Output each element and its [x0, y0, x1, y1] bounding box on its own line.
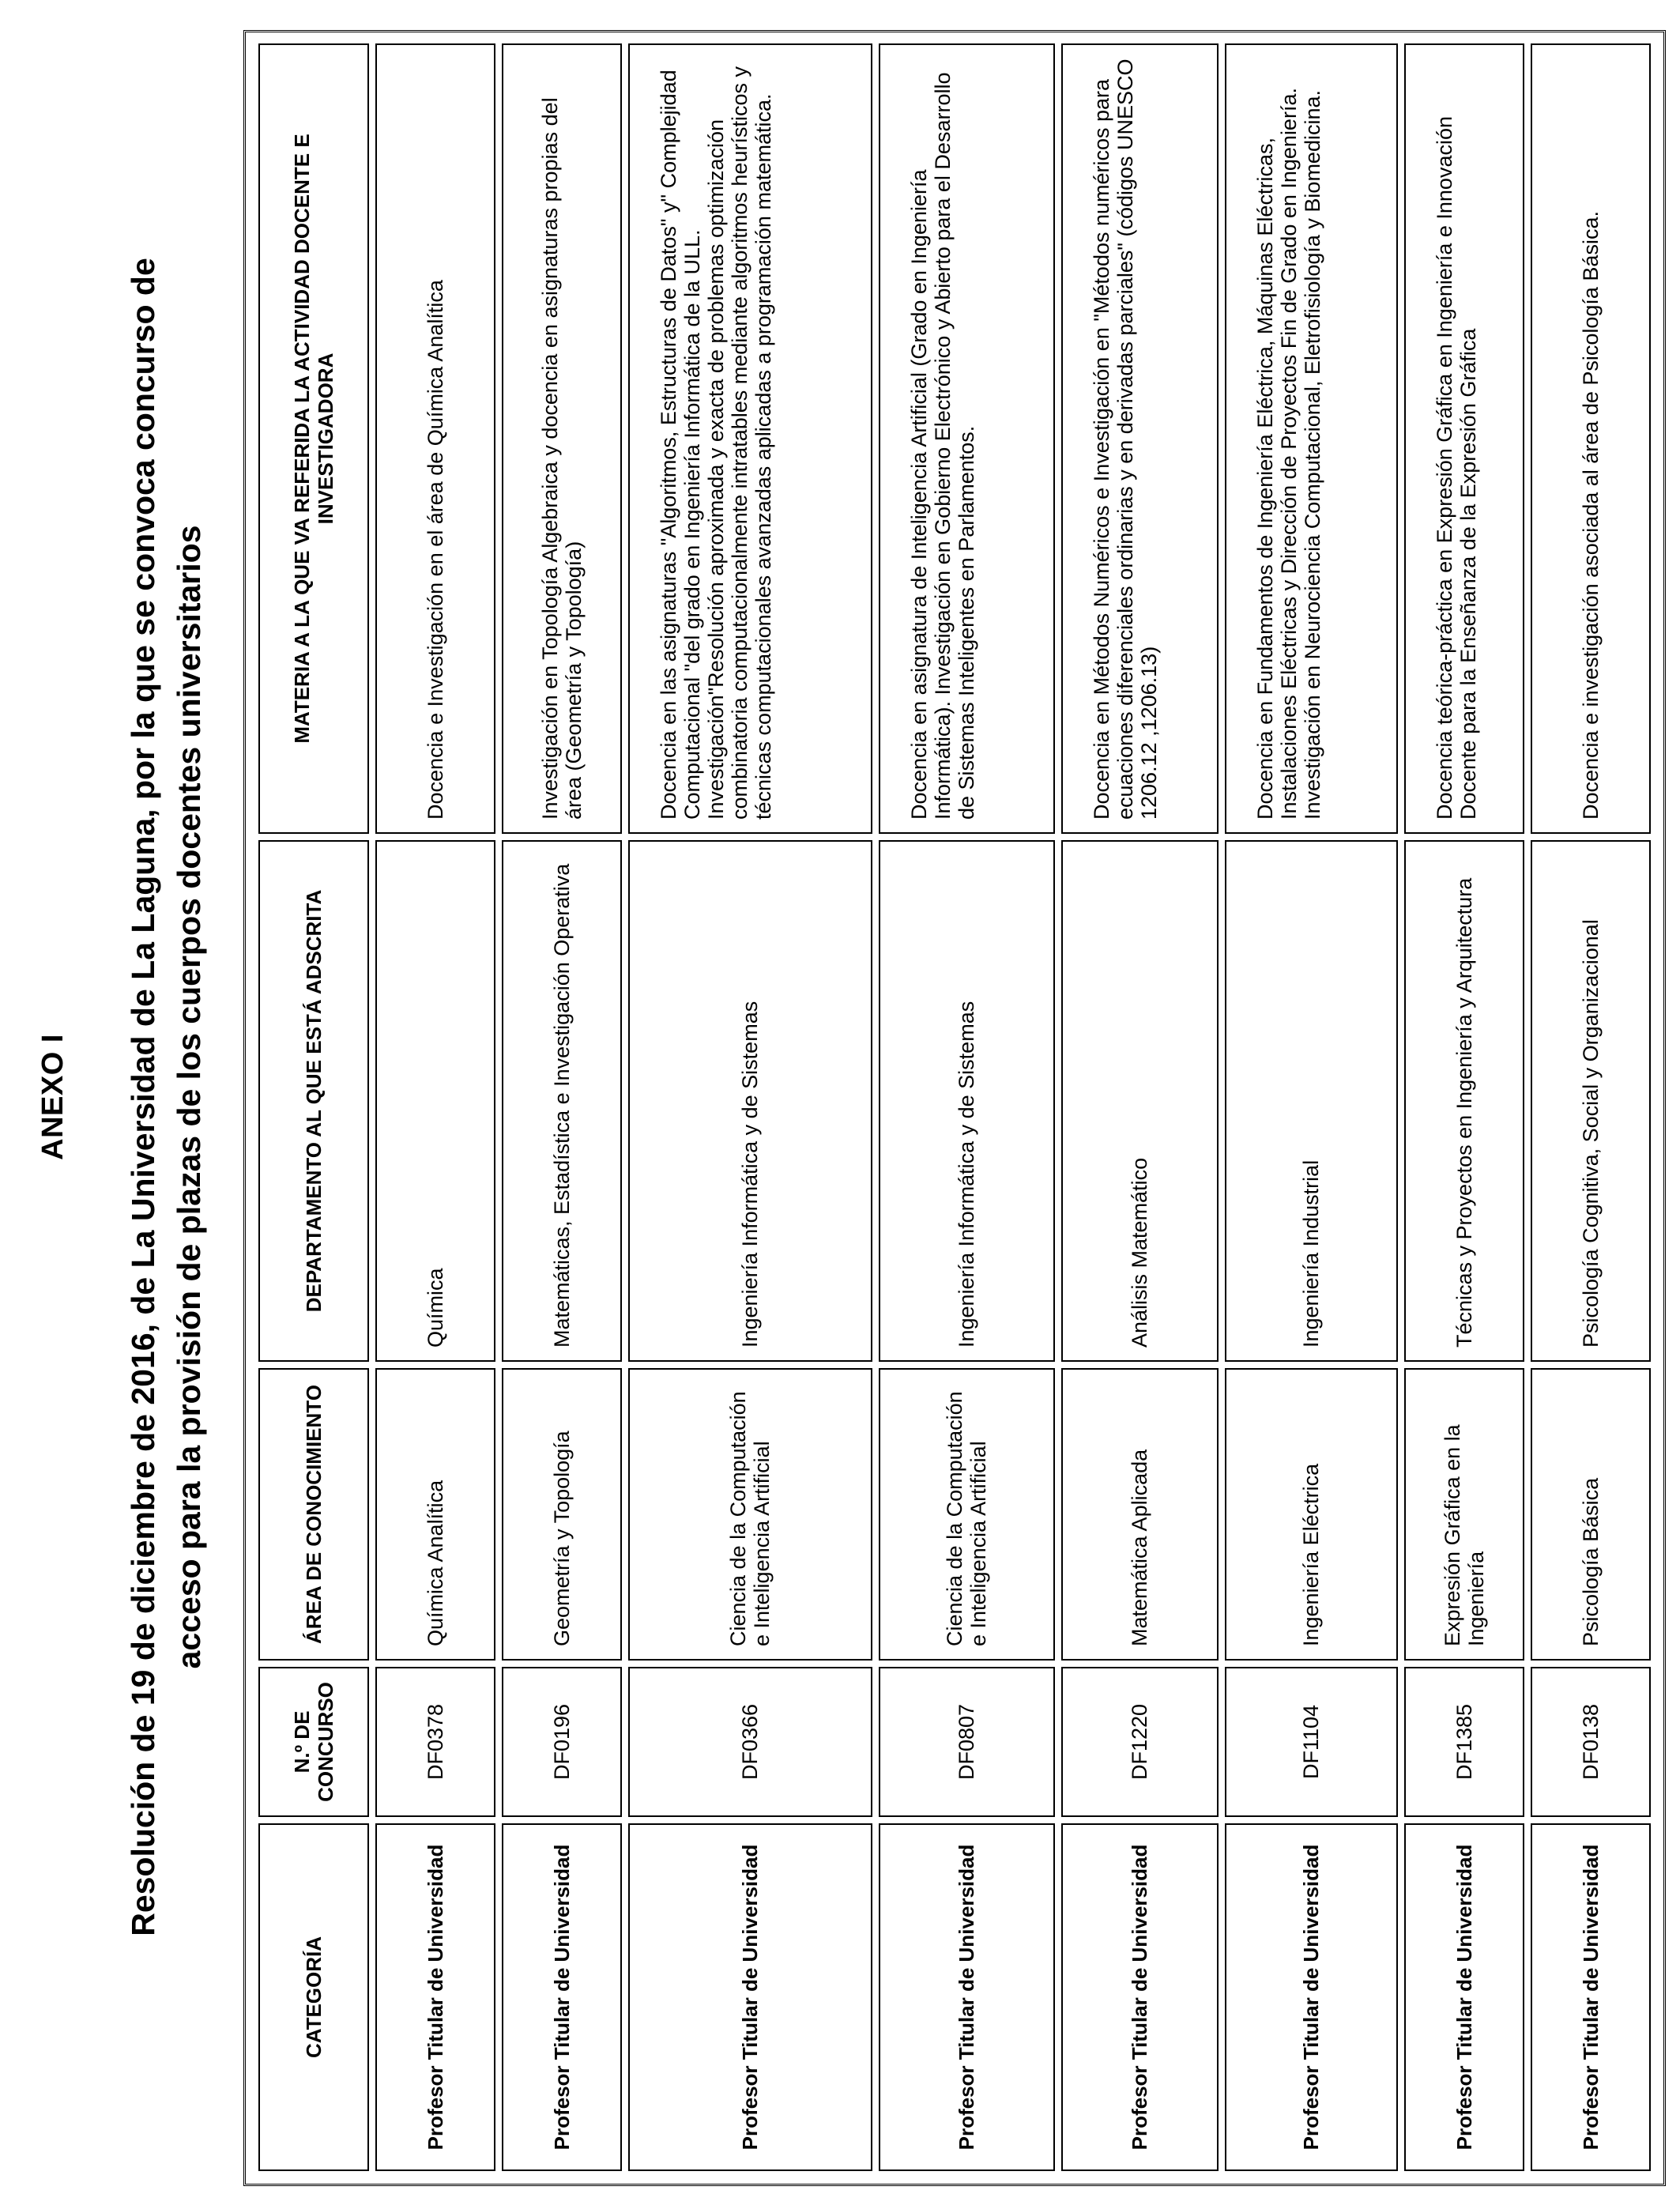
cell-concurso: DF0366 — [628, 1667, 872, 1817]
cell-materia: Docencia e investigación asociada al área de Psicología Básica. — [1531, 43, 1651, 834]
cell-area: Química Analítica — [375, 1368, 495, 1661]
cell-categoria: Profesor Titular de Universidad — [502, 1823, 622, 2171]
cell-materia: Docencia en Fundamentos de Ingeniería Eléctrica, Máquinas Eléctricas, Instalaciones Eléctricas y Dirección de Proyectos Fin de Grado en Ingeniería. Investigación en Neurociencia Computacional, Eletrofisiología y Biomedicina. — [1225, 43, 1398, 834]
cell-area: Ingeniería Eléctrica — [1225, 1368, 1398, 1661]
cell-area: Expresión Gráfica en la Ingeniería — [1404, 1368, 1524, 1661]
cell-categoria: Profesor Titular de Universidad — [1404, 1823, 1524, 2171]
table-header-row — [258, 43, 369, 2171]
cell-concurso: DF1385 — [1404, 1667, 1524, 1817]
cell-materia: Docencia e Investigación en el área de Química Analítica — [375, 43, 495, 834]
vacancies-table — [252, 37, 1657, 2177]
header-departamento: DEPARTAMENTO AL QUE ESTÁ ADSCRITA — [258, 840, 369, 1362]
header-concurso: N.º DE CONCURSO — [258, 1667, 369, 1817]
resolution-title — [120, 0, 212, 2194]
table-row — [1061, 43, 1219, 2171]
cell-materia: Docencia en asignatura de Inteligencia Artificial (Grado en Ingeniería Informática). Investigación en Gobierno Electrónico y Abierto para el Desarrollo de Sistemas Inteligentes en Parlamentos. — [879, 43, 1055, 834]
table-frame — [243, 30, 1666, 2186]
table-row — [1404, 43, 1524, 2171]
cell-categoria: Profesor Titular de Universidad — [1531, 1823, 1651, 2171]
cell-departamento: Ingeniería Informática y de Sistemas — [628, 840, 872, 1362]
cell-departamento: Matemáticas, Estadística e Investigación Operativa — [502, 840, 622, 1362]
table-row — [1531, 43, 1651, 2171]
cell-area: Matemática Aplicada — [1061, 1368, 1219, 1661]
cell-categoria: Profesor Titular de Universidad — [1225, 1823, 1398, 2171]
cell-concurso: DF0138 — [1531, 1667, 1651, 1817]
cell-categoria: Profesor Titular de Universidad — [375, 1823, 495, 2171]
cell-concurso: DF0807 — [879, 1667, 1055, 1817]
cell-departamento: Química — [375, 840, 495, 1362]
table-row — [628, 43, 872, 2171]
cell-categoria: Profesor Titular de Universidad — [1061, 1823, 1219, 2171]
cell-departamento: Ingeniería Industrial — [1225, 840, 1398, 1362]
table-row — [502, 43, 622, 2171]
header-categoria: CATEGORÍA — [258, 1823, 369, 2171]
cell-concurso: DF1104 — [1225, 1667, 1398, 1817]
cell-materia: Docencia en Métodos Numéricos e Investigación en "Métodos numéricos para ecuaciones diferenciales ordinarias y en derivadas parciales" (códigos UNESCO 1206.12 ,1206.13) — [1061, 43, 1219, 834]
cell-concurso: DF0196 — [502, 1667, 622, 1817]
table-row — [879, 43, 1055, 2171]
cell-categoria: Profesor Titular de Universidad — [879, 1823, 1055, 2171]
cell-materia: Docencia en las asignaturas "Algoritmos, Estructuras de Datos" y" Complejidad Computacional "del grado en Ingeniería Informática de la ULL. Investigación"Resolución aproximada y exacta de problemas optimización combinatoria computacionalmente intratables mediante algoritmos heurísticos y técnicas computacionales avanzadas aplicadas a programación matemática. — [628, 43, 872, 834]
title-line-2: acceso para la provisión de plazas de los cuerpos docentes universitarios — [171, 525, 207, 1669]
cell-area: Geometría y Topología — [502, 1368, 622, 1661]
cell-categoria: Profesor Titular de Universidad — [628, 1823, 872, 2171]
cell-materia: Docencia teórica-práctica en Expresión Gráfica en Ingeniería e Innovación Docente para la Enseñanza de la Expresión Gráfica — [1404, 43, 1524, 834]
cell-concurso: DF0378 — [375, 1667, 495, 1817]
header-materia: MATERIA A LA QUE VA REFERIDA LA ACTIVIDAD DOCENTE E INVESTIGADORA — [258, 43, 369, 834]
cell-area: Ciencia de la Computación e Inteligencia Artificial — [628, 1368, 872, 1661]
table-row — [1225, 43, 1398, 2171]
cell-departamento: Ingeniería Informática y de Sistemas — [879, 840, 1055, 1362]
cell-departamento: Psicología Cognitiva, Social y Organizacional — [1531, 840, 1651, 1362]
title-line-1: Resolución de 19 de diciembre de 2016, de La Universidad de La Laguna, por la que se convoca concurso de — [125, 258, 161, 1936]
header-area: ÁREA DE CONOCIMIENTO — [258, 1368, 369, 1661]
cell-area: Ciencia de la Computación e Inteligencia Artificial — [879, 1368, 1055, 1661]
cell-concurso: DF1220 — [1061, 1667, 1219, 1817]
cell-departamento: Análisis Matemático — [1061, 840, 1219, 1362]
annex-heading: ANEXO I — [36, 1034, 70, 1160]
cell-area: Psicología Básica — [1531, 1368, 1651, 1661]
cell-materia: Investigación en Topología Algebraica y docencia en asignaturas propias del área (Geometría y Topología) — [502, 43, 622, 834]
cell-departamento: Técnicas y Proyectos en Ingeniería y Arquitectura — [1404, 840, 1524, 1362]
table-row — [375, 43, 495, 2171]
